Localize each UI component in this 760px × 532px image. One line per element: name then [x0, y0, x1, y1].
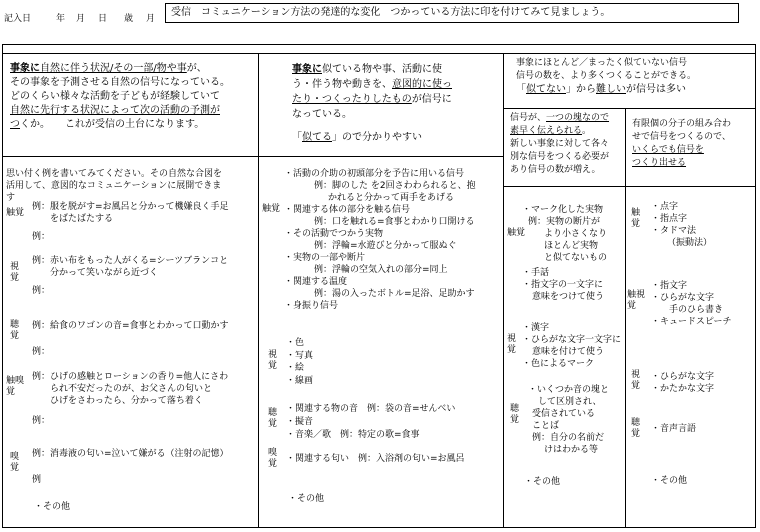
touch-examples: 例：服を脱がす=お風呂と分かって機嫌良く手足 をばたばたする 例：: [32, 202, 229, 242]
sense-smell-touch: 触嗅覚: [6, 376, 25, 397]
sense-vision: 視覚: [10, 262, 20, 283]
col2-description: 事象に似ている物や事、活動に使 う・伴う物や動きを、意図的に使っ たり・つくったりしたものが信号に なっている。 「似てる」ので分かりやすい: [292, 64, 452, 143]
col3-hearing-list: ・いくつか音の塊と して区別され、 受信されている ことば 例：自分の名前だ けはわかる等: [528, 385, 610, 455]
col2-touch-list: ・活動の介助の初頭部分を予告に用いる信号 例：脚のした を2回さわわられると、抱 かれると分かって両手をあげる ・関連する体の部分を触る信号 例：口を触れる=食事とわかり口開ける ・その活動でつかう実物 例：浮輪=水遊びと分かって服ぬぐ ・実物の一部や断片 例：浮輪の空気入れの部分=同上 ・関連する温度 例：湯の入ったボトル=足浴、足助かす ・身振り信号: [284, 169, 476, 311]
col4-vision-list: ・ひらがな文字 ・かたかな文字: [651, 372, 715, 394]
sense-touch: 触覚: [6, 208, 25, 218]
col2-sense-touch: 触覚: [262, 204, 281, 214]
col3-mid-right: 有限個の分子の組み合わ せで信号をつくるので、 いくらでも信号を つくり出せる: [632, 119, 732, 168]
top-rule: [2, 53, 756, 54]
col1-intro: 思い付く例を書いてみてください。その自然な合図を 活用して、意図的なコミュニケーションに展開できま す: [6, 169, 223, 203]
row-divider-right-1: [503, 108, 756, 109]
col2-sense-vision: 視覚: [268, 350, 278, 371]
col3-touch-list: ・マーク化した実物 例：実物の断片が より小さくなり ほとんど実物 と似てないもの ・手話 ・指文字の一文字に 意味をつけて使う: [522, 205, 608, 302]
mid-split: [625, 108, 626, 186]
col4-sense-vision: 視覚: [631, 370, 641, 391]
col3-sense-hearing: 聴覚: [510, 404, 520, 425]
year-label: 年: [56, 14, 66, 24]
col3-description: 事象にほとんど／まったく似ていない信号 信号の数を、より多くつくることができる。 「似てない」から難しいが信号は多い: [516, 58, 697, 95]
age-month-label: 月: [146, 14, 156, 24]
month-label: 月: [76, 14, 86, 24]
col2-other: ・その他: [288, 494, 325, 504]
row-divider-right-2: [503, 186, 756, 187]
age-label: 歳: [124, 14, 134, 24]
col2-hearing-list: ・関連する物の音 例：袋の音=せんべい ・擬音 ・音楽／歌 例：特定の歌=食事: [286, 404, 456, 440]
col2-sense-hearing: 聴覚: [268, 408, 278, 429]
col1-description: 事象に自然に伴う状況/その一部/物や事が、 その事象を予測させる自然の信号になっている。 どのくらい様々な活動を子どもが経験していて 自然に先行する状況によって次の活動の予測が つくか。 これが受信の土台になります。: [10, 63, 230, 130]
vision-examples: 例：赤い布をもった人がくる=シーツブランコと 分かって笑いながら近づく 例：: [32, 256, 229, 296]
day-label: 日: [98, 14, 108, 24]
col-divider-1: [258, 53, 259, 528]
instruction-box: [165, 3, 739, 23]
col1-other: ・その他: [34, 502, 71, 512]
sense-hearing: 聴覚: [10, 320, 20, 341]
col4-sense-touchvision: 触視覚: [627, 290, 646, 311]
col3-vision-list: ・漢字 ・ひらがな文字一文字に 意味を付けて使う ・色によるマーク: [522, 323, 622, 369]
smell-examples: 例：消毒液の匂い=泣いて嫌がる（注射の記憶） 例: [32, 449, 229, 485]
col-divider-2: [503, 53, 504, 528]
sense-smell: 嗅覚: [10, 452, 20, 473]
col3-other: ・その他: [524, 477, 561, 487]
col3-sense-touch: 触覚: [507, 228, 526, 238]
col2-sense-smell: 嗅覚: [268, 448, 278, 469]
col3-sense-vision: 視覚: [507, 334, 517, 355]
col4-sense-hearing: 聴覚: [631, 418, 641, 439]
instruction-text: 受信 コミュニケーション方法の発達的な変化 つかっている方法に印を付けてみて見ましょう。: [171, 7, 611, 18]
col4-sense-touch: 触覚: [631, 208, 641, 229]
col2-smell-item: ・関連する匂い 例：入浴剤の匂い=お風呂: [286, 454, 465, 464]
date-label: 記入日: [4, 14, 32, 24]
col4-hearing-item: ・音声言語: [651, 424, 697, 434]
col4-touchvision-list: ・指文字 ・ひらがな文字 手のひら書き ・キュードスピーチ: [651, 281, 732, 327]
hearing-examples: 例：給食のワゴンの音=食事とわかって口動かす 例：: [32, 321, 229, 357]
col4-other: ・その他: [651, 476, 688, 486]
col3-mid-left: 信号が、一つの塊なので 素早く伝えられる。 新しい事象に対して各々 別な信号をつくる必要が あり信号の数が増え。: [510, 113, 610, 175]
col2-vision-list: ・色 ・写真 ・絵 ・線画: [286, 338, 314, 386]
col4-touch-list: ・点字 ・指点字 ・タドマ法 （振動法）: [651, 202, 713, 248]
row-divider-left: [2, 156, 503, 157]
smelltouch-examples: 例：ひげの感触とローションの香り=他人にさわ られ不安だったのが、お父さんの匂いと ひげをさわったら、分かって落ち着く 例：: [32, 372, 229, 426]
